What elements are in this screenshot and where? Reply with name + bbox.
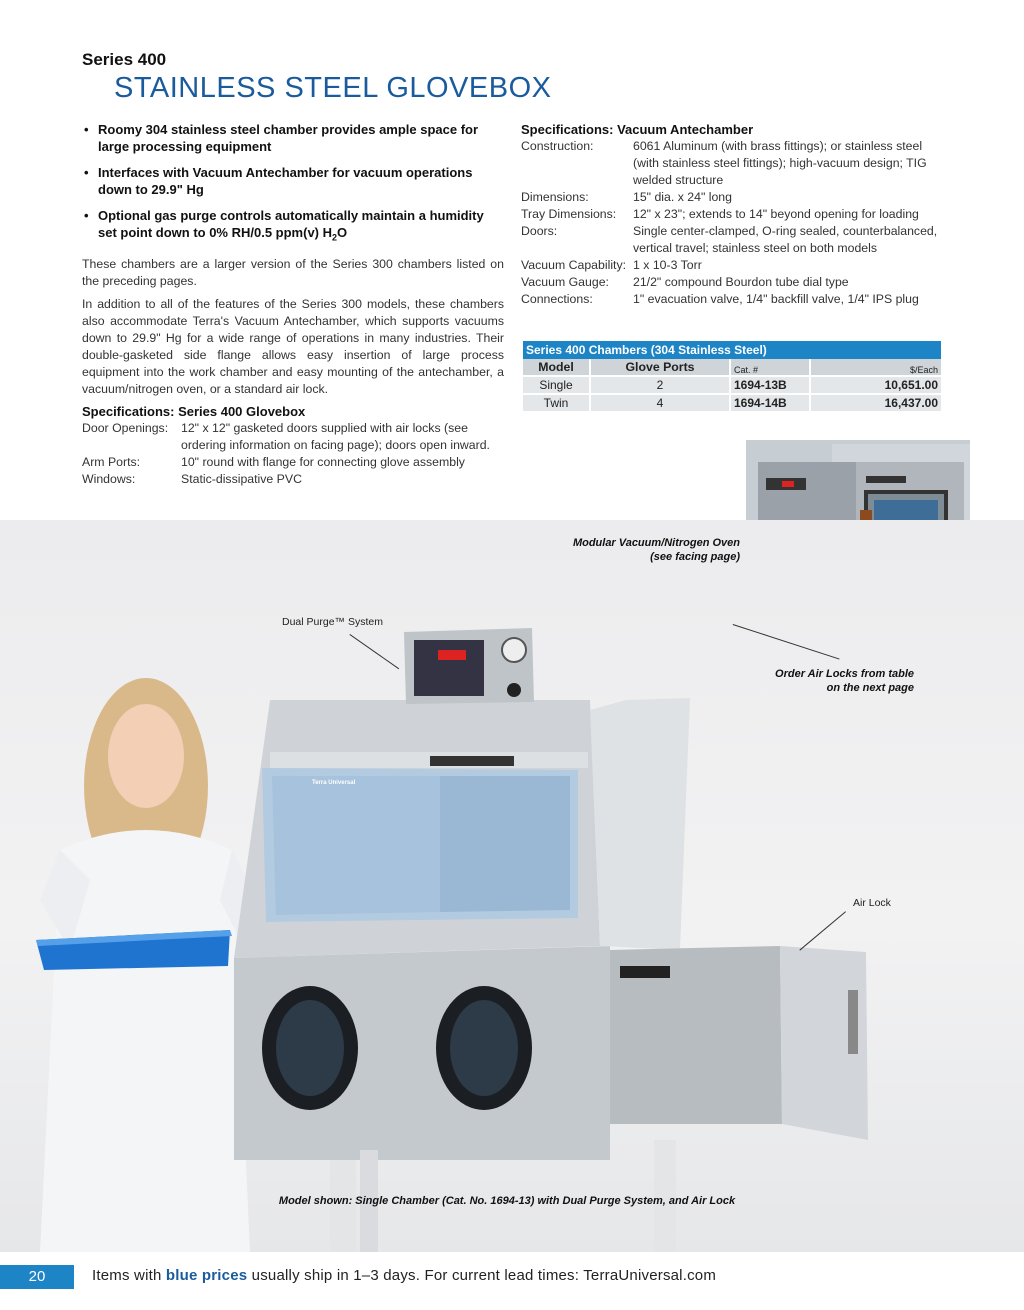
spec-value: 6061 Aluminum (with brass fittings); or stainless steel (with stainless steel fittings); high-vacuum design; TIG welded structure bbox=[633, 139, 927, 187]
spec-label: Vacuum Gauge: bbox=[521, 275, 609, 289]
model-caption: Model shown: Single Chamber (Cat. No. 1694-13) with Dual Purge System, and Air Lock bbox=[278, 1195, 736, 1207]
feature-text: Optional gas purge controls automatically maintain a humidity set point down to 0% RH/0.5 ppm(v) H bbox=[98, 208, 484, 240]
antechamber-spec-list bbox=[521, 138, 941, 308]
spec-value: Single center-clamped, O-ring sealed, counterbalanced, vertical travel; stainless steel on both models bbox=[633, 224, 938, 255]
spec-value: 21/2" compound Bourdon tube dial type bbox=[633, 275, 849, 289]
table-row bbox=[523, 377, 941, 395]
page-footer bbox=[0, 1252, 1024, 1288]
purge-system-label: Dual Purge™ System bbox=[282, 616, 383, 628]
spec-label: Tray Dimensions: bbox=[521, 207, 617, 221]
header-cat-no: Cat. # bbox=[731, 359, 811, 375]
spec-value: Static-dissipative PVC bbox=[181, 471, 302, 486]
feature-bullet: • Roomy 304 stainless steel chamber provides ample space for large processing equipment bbox=[82, 122, 504, 155]
cell-cat-no: 1694-13B bbox=[731, 377, 811, 393]
series-label: Series 400 bbox=[82, 50, 167, 69]
subscript: 2 bbox=[332, 232, 338, 243]
header-model: Model bbox=[523, 359, 591, 375]
footer-text-before: Items with bbox=[92, 1267, 162, 1284]
feature-text-end: O bbox=[337, 224, 348, 240]
intro-paragraph: These chambers are a larger version of the Series 300 chambers listed on the preceding pages. bbox=[82, 256, 504, 288]
cell-price: 16,437.00 bbox=[811, 395, 941, 411]
spec-label: Dimensions: bbox=[521, 190, 589, 204]
spec-label: Vacuum Capability: bbox=[521, 258, 627, 272]
header-price: $/Each bbox=[811, 359, 941, 375]
spec-value: 1" evacuation valve, 1/4" backfill valve, 1/4" IPS plug bbox=[633, 292, 919, 306]
cell-glove-ports: 4 bbox=[591, 395, 731, 411]
cell-price: 10,651.00 bbox=[811, 377, 941, 393]
header-glove-ports: Glove Ports bbox=[591, 359, 731, 375]
price-table bbox=[523, 341, 941, 413]
spec-value: 1 x 10-3 Torr bbox=[633, 258, 702, 272]
spec-label: Connections: bbox=[521, 292, 593, 306]
glovebox-photo bbox=[0, 520, 1024, 1252]
price-table-header bbox=[523, 359, 941, 377]
glovebox-spec-heading: Specifications: Series 400 Glovebox bbox=[82, 403, 306, 419]
spec-value: 15" dia. x 24" long bbox=[633, 190, 732, 204]
cell-model: Twin bbox=[523, 395, 591, 411]
features-paragraph: In addition to all of the features of the Series 300 models, these chambers also accommodate Terra's Vacuum Antechamber, which supports vacuums down to 29.9" Hg for a wide range of operations in many industries. Their double-gasketed side flange allows easy insertion of large process equipment into the work chamber and easy mounting of the antechamber, a vacuum/nitrogen oven, or a standard air lock. bbox=[82, 296, 504, 396]
right-column bbox=[521, 122, 941, 308]
spec-label: Arm Ports: bbox=[82, 454, 141, 469]
spec-label: Windows: bbox=[82, 471, 136, 486]
airlocks-caption: Order Air Locks from table on the next page bbox=[775, 668, 914, 694]
terra-universal-badge: Terra Universal bbox=[312, 780, 356, 786]
feature-bullet: • Interfaces with Vacuum Antechamber for vacuum operations down to 29.9" Hg bbox=[82, 165, 504, 198]
page-title: STAINLESS STEEL GLOVEBOX bbox=[114, 72, 552, 104]
feature-list bbox=[82, 122, 504, 246]
price-table-title: Series 400 Chambers (304 Stainless Steel) bbox=[523, 341, 941, 359]
feature-bullet bbox=[82, 208, 504, 246]
spec-label: Construction: bbox=[521, 139, 594, 153]
oven-caption: Modular Vacuum/Nitrogen Oven (see facing page) bbox=[572, 537, 740, 563]
spec-value: 12" x 12" gasketed doors supplied with air locks (see ordering information on facing page); doors open inward. bbox=[181, 420, 490, 452]
spec-value: 12" x 23"; extends to 14" beyond opening for loading bbox=[633, 207, 919, 221]
page-number: 20 bbox=[0, 1265, 74, 1289]
cell-cat-no: 1694-14B bbox=[731, 395, 811, 411]
cell-model: Single bbox=[523, 377, 591, 393]
footer-text-after: usually ship in 1–3 days. For current lead times: TerraUniversal.com bbox=[251, 1267, 717, 1284]
spec-value: 10" round with flange for connecting glove assembly bbox=[181, 454, 465, 469]
cell-glove-ports: 2 bbox=[591, 377, 731, 393]
spec-label: Door Openings: bbox=[82, 420, 169, 435]
air-lock-label: Air Lock bbox=[853, 897, 891, 909]
footer-blue-prices: blue prices bbox=[165, 1267, 248, 1284]
antechamber-spec-heading: Specifications: Vacuum Antechamber bbox=[521, 122, 754, 137]
spec-label: Doors: bbox=[521, 224, 558, 238]
glovebox-spec-list bbox=[82, 420, 504, 488]
footer-note bbox=[92, 1267, 716, 1284]
table-row bbox=[523, 395, 941, 413]
product-photo bbox=[0, 520, 1024, 1252]
left-column bbox=[82, 122, 504, 488]
